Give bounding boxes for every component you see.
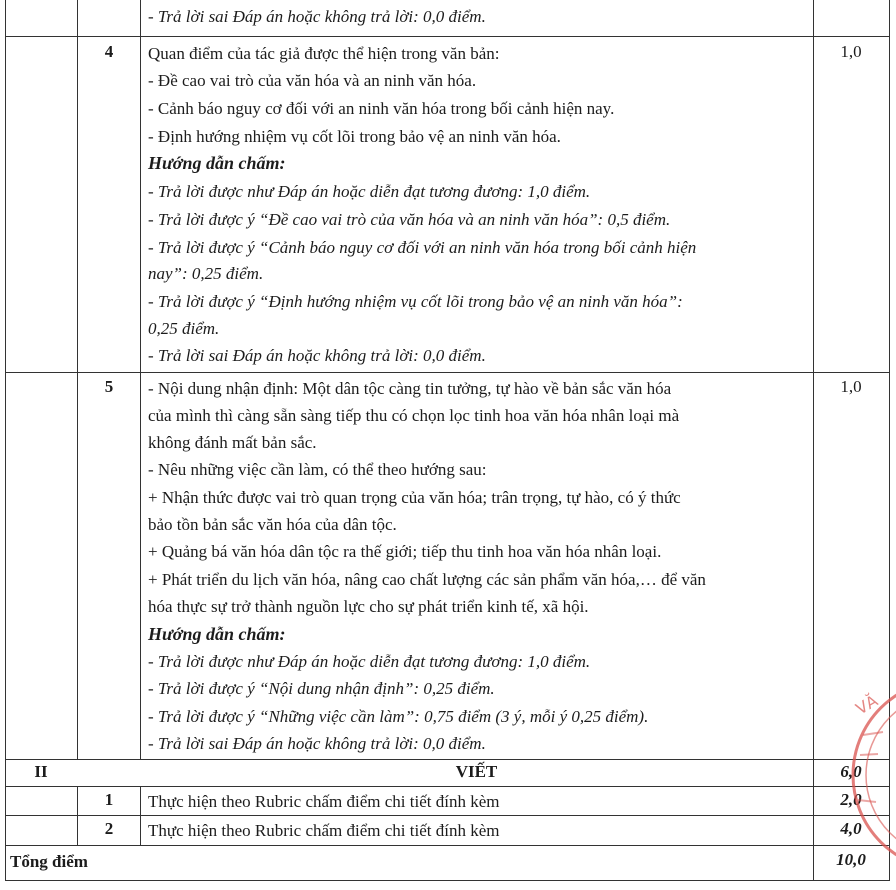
q5-line: + Nhận thức được vai trò quan trọng của văn hóa; trân trọng, tự hào, có ý thức [148, 488, 681, 507]
q4-guide-line: nay”: 0,25 điểm. [148, 264, 264, 283]
q4-point: - Định hướng nhiệm vụ cốt lõi trong bảo vệ an ninh văn hóa. [148, 127, 561, 146]
q5-guide-line: - Trả lời được như Đáp án hoặc diễn đạt tương đương: 1,0 điểm. [148, 652, 591, 671]
w2-number: 2 [104, 819, 114, 838]
q5-guide-title: Hướng dẫn chấm: [148, 624, 286, 644]
row-line-w2-end [5, 845, 890, 846]
q5-number: 5 [104, 377, 114, 396]
total-label: Tổng điểm [10, 852, 88, 871]
section-score: 6,0 [840, 762, 862, 781]
q4-number: 4 [104, 42, 114, 61]
q5-guide-line: - Trả lời được ý “Nội dung nhận định”: 0,25 điểm. [148, 679, 495, 698]
q4-guide-line: - Trả lời được như Đáp án hoặc diễn đạt tương đương: 1,0 điểm. [148, 182, 591, 201]
w1-number: 1 [104, 790, 114, 809]
w2-score: 4,0 [840, 819, 862, 838]
row-line-w1-end [5, 815, 890, 816]
q5-line: - Nội dung nhận định: Một dân tộc càng tin tưởng, tự hào về bản sắc văn hóa [148, 379, 672, 398]
q4-guide-title: Hướng dẫn chấm: [148, 153, 286, 173]
official-stamp [838, 660, 896, 890]
row-line-top-end [5, 36, 890, 37]
q5-guide-line: - Trả lời sai Đáp án hoặc không trả lời: 0,0 điểm. [148, 734, 486, 753]
q5-guide-line: - Trả lời được ý “Những việc cần làm”: 0,75 điểm (3 ý, mỗi ý 0,25 điểm). [148, 707, 649, 726]
q5-score: 1,0 [840, 377, 862, 396]
q4-point: - Cảnh báo nguy cơ đối với an ninh văn hóa trong bối cảnh hiện nay. [148, 99, 615, 118]
q4-intro: Quan điểm của tác giả được thể hiện trong văn bản: [148, 44, 500, 63]
q4-guide-line: - Trả lời sai Đáp án hoặc không trả lời: 0,0 điểm. [148, 346, 486, 365]
row-line-q4-end [5, 372, 890, 373]
section-title: VIẾT [455, 762, 498, 781]
stamp-text: VĂ [852, 691, 881, 719]
q4-guide-line: - Trả lời được ý “Cảnh báo nguy cơ đối với an ninh văn hóa trong bối cảnh hiện [148, 238, 697, 257]
q5-line: + Quảng bá văn hóa dân tộc ra thế giới; tiếp thu tinh hoa văn hóa nhân loại. [148, 542, 662, 561]
row-line-q5-end [5, 759, 890, 760]
w2-text: Thực hiện theo Rubric chấm điểm chi tiết đính kèm [148, 821, 500, 840]
q4-guide-line: 0,25 điểm. [148, 319, 220, 338]
q4-point: - Đề cao vai trò của văn hóa và an ninh văn hóa. [148, 71, 477, 90]
table-border-bottom [5, 880, 890, 881]
col-divider-3 [813, 0, 814, 881]
col-divider-2 [140, 0, 141, 759]
q5-line: + Phát triển du lịch văn hóa, nâng cao chất lượng các sản phẩm văn hóa,… để văn [148, 570, 706, 589]
q4-score: 1,0 [840, 42, 862, 61]
table-border-left [5, 0, 6, 881]
row-line-section2-end [5, 786, 890, 787]
q5-line: không đánh mất bản sắc. [148, 433, 317, 452]
top-guide-line: - Trả lời sai Đáp án hoặc không trả lời: 0,0 điểm. [148, 7, 486, 26]
total-score: 10,0 [836, 850, 866, 869]
w1-score: 2,0 [840, 790, 862, 809]
q4-guide-line: - Trả lời được ý “Định hướng nhiệm vụ cốt lõi trong bảo vệ an ninh văn hóa”: [148, 292, 683, 311]
q4-guide-line: - Trả lời được ý “Đề cao vai trò của văn hóa và an ninh văn hóa”: 0,5 điểm. [148, 210, 671, 229]
q5-line: hóa thực sự trở thành nguồn lực cho sự phát triển kinh tế, xã hội. [148, 597, 589, 616]
q5-line: - Nêu những việc cần làm, có thể theo hướng sau: [148, 460, 487, 479]
section-roman: II [34, 762, 48, 781]
q5-line: của mình thì càng sẵn sàng tiếp thu có chọn lọc tinh hoa văn hóa nhân loại mà [148, 406, 680, 425]
q5-line: bảo tồn bản sắc văn hóa của dân tộc. [148, 515, 397, 534]
w1-text: Thực hiện theo Rubric chấm điểm chi tiết đính kèm [148, 792, 500, 811]
